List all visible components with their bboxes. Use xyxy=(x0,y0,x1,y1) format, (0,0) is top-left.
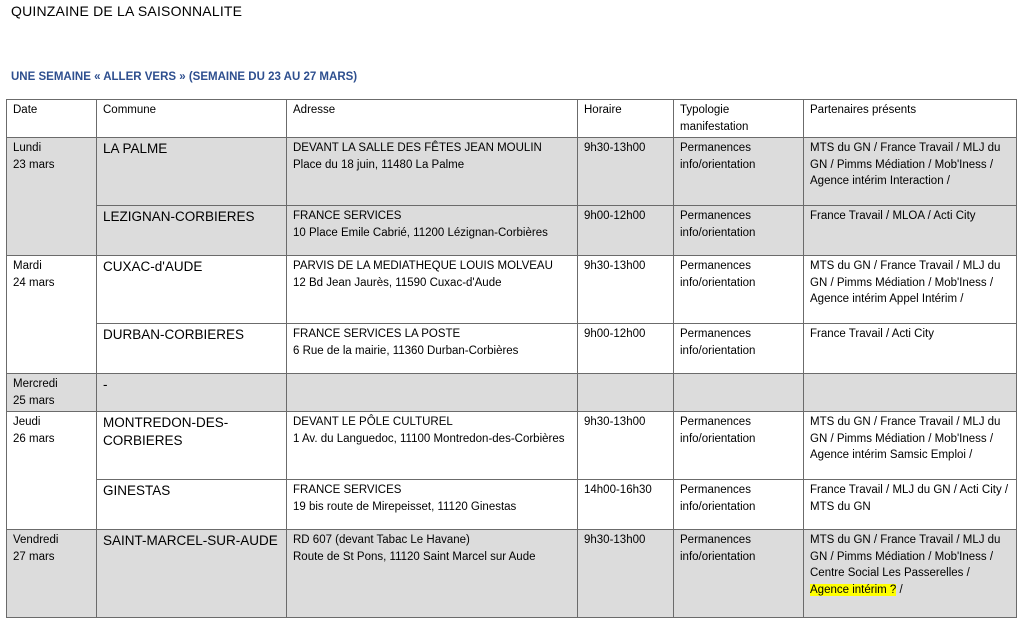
header-typologie: Typologie manifestation xyxy=(674,100,804,138)
typologie-cell: Permanences info/orientation xyxy=(674,256,804,324)
table-row xyxy=(7,374,1017,412)
table-row xyxy=(7,530,1017,618)
commune-cell: GINESTAS xyxy=(97,480,287,530)
address-cell xyxy=(287,206,578,256)
address-cell xyxy=(287,412,578,480)
table-row xyxy=(7,412,1017,480)
address-line: RD 607 (devant Tabac Le Havane) xyxy=(293,534,470,546)
table-row xyxy=(7,138,1017,206)
commune-cell: DURBAN-CORBIERES xyxy=(97,324,287,374)
partenaires-cell: MTS du GN / France Travail / MLJ du GN / Pimms Médiation / Mob'Iness / Centre Social Les Passerelles / Agence intérim ? / xyxy=(804,530,1017,618)
address-cell xyxy=(287,138,578,206)
address-line: DEVANT LA SALLE DES FÊTES JEAN MOULIN xyxy=(293,142,542,154)
date-cell: Mardi 24 mars xyxy=(7,256,97,374)
commune-cell: LA PALME xyxy=(97,138,287,206)
horaire-cell xyxy=(578,374,674,412)
table-row xyxy=(7,206,1017,256)
partenaires-cell: MTS du GN / France Travail / MLJ du GN / Pimms Médiation / Mob'Iness / Agence intérim Interaction / xyxy=(804,138,1017,206)
typologie-cell xyxy=(674,374,804,412)
commune-cell: CUXAC-d'AUDE xyxy=(97,256,287,324)
address-cell xyxy=(287,374,578,412)
commune-cell: MONTREDON-DES-CORBIERES xyxy=(97,412,287,480)
partenaires-cell: MTS du GN / France Travail / MLJ du GN / Pimms Médiation / Mob'Iness / Agence intérim Samsic Emploi / xyxy=(804,412,1017,480)
schedule-body xyxy=(7,138,1017,618)
typologie-cell: Permanences info/orientation xyxy=(674,138,804,206)
date-cell: Vendredi 27 mars xyxy=(7,530,97,618)
address-line: 1 Av. du Languedoc, 11100 Montredon-des-Corbières xyxy=(293,432,565,445)
typologie-cell: Permanences info/orientation xyxy=(674,480,804,530)
address-line: Place du 18 juin, 11480 La Palme xyxy=(293,158,465,171)
address-line: PARVIS DE LA MEDIATHEQUE LOUIS MOLVEAU xyxy=(293,260,553,272)
table-row xyxy=(7,480,1017,530)
partenaires-cell xyxy=(804,374,1017,412)
partenaires-cell: France Travail / Acti City xyxy=(804,324,1017,374)
table-row xyxy=(7,324,1017,374)
address-line: DEVANT LE PÔLE CULTUREL xyxy=(293,416,453,428)
partenaires-cell: MTS du GN / France Travail / MLJ du GN / Pimms Médiation / Mob'Iness / Agence intérim Appel Intérim / xyxy=(804,256,1017,324)
address-cell xyxy=(287,530,578,618)
horaire-cell: 9h30-13h00 xyxy=(578,412,674,480)
table-header-row xyxy=(7,100,1017,138)
document-title: QUINZAINE DE LA SAISONNALITE xyxy=(11,3,243,19)
address-cell xyxy=(287,324,578,374)
address-line: FRANCE SERVICES LA POSTE xyxy=(293,328,461,340)
address-cell xyxy=(287,256,578,324)
address-line: 19 bis route de Mirepeisset, 11120 Ginestas xyxy=(293,500,517,513)
header-commune: Commune xyxy=(97,100,287,138)
typologie-cell: Permanences info/orientation xyxy=(674,412,804,480)
date-cell: Lundi 23 mars xyxy=(7,138,97,256)
commune-cell: LEZIGNAN-CORBIERES xyxy=(97,206,287,256)
partenaires-cell: France Travail / MLJ du GN / Acti City / MTS du GN xyxy=(804,480,1017,530)
date-cell: Jeudi 26 mars xyxy=(7,412,97,530)
address-line: FRANCE SERVICES xyxy=(293,210,402,222)
header-partenaires: Partenaires présents xyxy=(804,100,1017,138)
header-horaire: Horaire xyxy=(578,100,674,138)
header-adresse: Adresse xyxy=(287,100,578,138)
address-line: FRANCE SERVICES xyxy=(293,484,402,496)
address-line: Route de St Pons, 11120 Saint Marcel sur Aude xyxy=(293,550,536,563)
horaire-cell: 9h00-12h00 xyxy=(578,206,674,256)
header-date: Date xyxy=(7,100,97,138)
date-cell: Mercredi 25 mars xyxy=(7,374,97,412)
typologie-cell: Permanences info/orientation xyxy=(674,206,804,256)
typologie-cell: Permanences info/orientation xyxy=(674,530,804,618)
horaire-cell: 9h00-12h00 xyxy=(578,324,674,374)
horaire-cell: 9h30-13h00 xyxy=(578,256,674,324)
address-line: 12 Bd Jean Jaurès, 11590 Cuxac-d'Aude xyxy=(293,276,502,289)
partenaires-cell: France Travail / MLOA / Acti City xyxy=(804,206,1017,256)
commune-cell: SAINT-MARCEL-SUR-AUDE xyxy=(97,530,287,618)
address-cell xyxy=(287,480,578,530)
horaire-cell: 9h30-13h00 xyxy=(578,138,674,206)
address-line: 10 Place Emile Cabrié, 11200 Lézignan-Corbières xyxy=(293,226,548,239)
horaire-cell: 14h00-16h30 xyxy=(578,480,674,530)
highlighted-partner: Agence intérim ? xyxy=(810,583,897,596)
table-row xyxy=(7,256,1017,324)
typologie-cell: Permanences info/orientation xyxy=(674,324,804,374)
horaire-cell: 9h30-13h00 xyxy=(578,530,674,618)
schedule-table xyxy=(6,99,1017,618)
section-title: UNE SEMAINE « ALLER VERS » (SEMAINE DU 23 AU 27 MARS) xyxy=(11,71,358,83)
commune-cell: - xyxy=(97,374,287,412)
address-line: 6 Rue de la mairie, 11360 Durban-Corbières xyxy=(293,344,519,357)
